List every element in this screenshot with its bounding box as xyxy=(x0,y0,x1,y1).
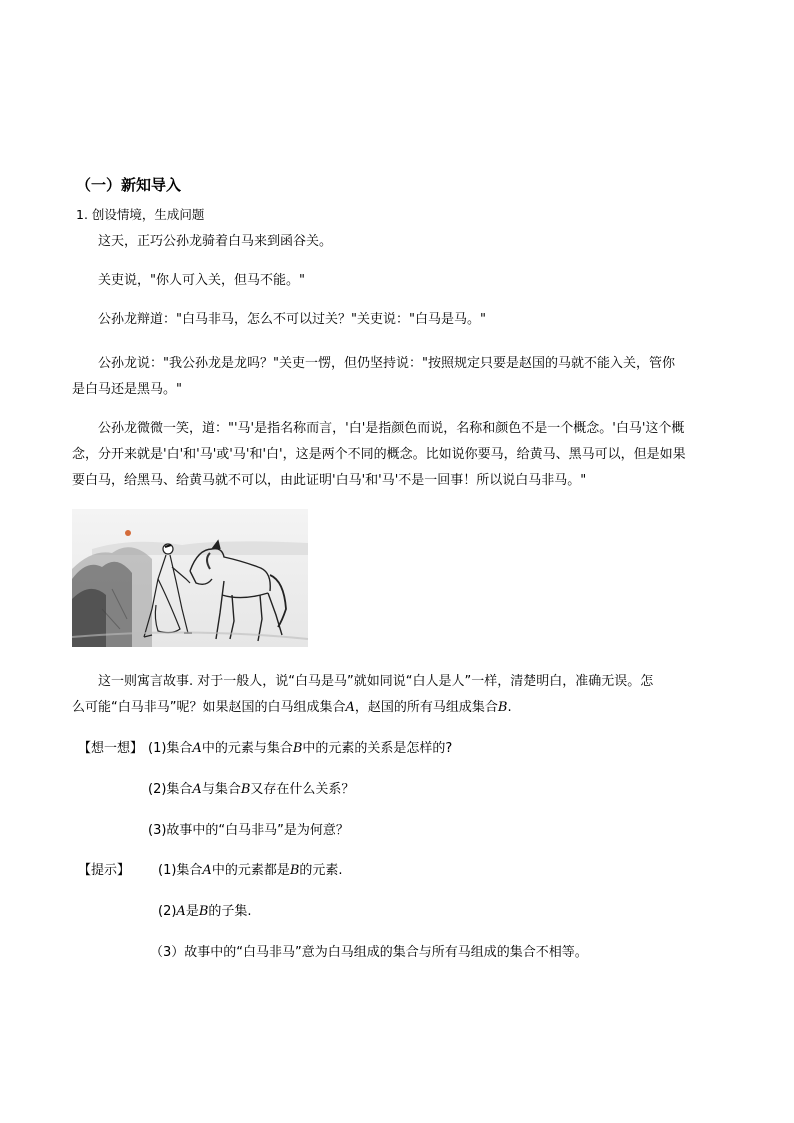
subheading: 1. 创设情境，生成问题 xyxy=(76,207,205,222)
sun-icon xyxy=(125,530,131,536)
question-text: 又存在什么关系？ xyxy=(250,782,355,797)
answer-text: 是 xyxy=(185,904,199,919)
question-text: 中的元素的关系是怎样的? xyxy=(302,741,453,756)
story-paragraph-1: 这天，正巧公孙龙骑着白马来到函谷关。 xyxy=(98,234,333,249)
question-text: (1)集合 xyxy=(148,741,193,756)
story-paragraph-5-line-3: 要白马，给黑马、给黄马就不可以，由此证明'白马'和'马'不是一回事！所以说白马非马。" xyxy=(72,473,587,488)
hint-answer-1 xyxy=(158,859,343,878)
think-label: 【想一想】 xyxy=(78,741,144,756)
story-paragraph-4-line-2: 是白马还是黑马。" xyxy=(72,382,182,397)
variable-a: A xyxy=(192,741,202,756)
story-paragraph-5-line-2: 念，分开来就是'白'和'马'或'马'和'白'，这是两个不同的概念。比如说你要马，给黄马、黑马可以，但是如果 xyxy=(72,447,686,462)
hint-answer-3: （3）故事中的“白马非马”意为白马组成的集合与所有马组成的集合不相等。 xyxy=(150,945,588,960)
variable-a: A xyxy=(192,782,202,797)
section-heading: （一）新知导入 xyxy=(76,176,182,194)
story-paragraph-4-line-1: 公孙龙说："我公孙龙是龙吗？"关吏一愣，但仍坚持说："按照规定只要是赵国的马就不能入关，管你 xyxy=(98,356,675,371)
story-paragraph-2: 关吏说，"你人可入关，但马不能。" xyxy=(98,273,305,288)
answer-text: (1)集合 xyxy=(158,863,203,878)
story-paragraph-5-line-1: 公孙龙微微一笑，道："'马'是指名称而言，'白'是指颜色而说，名称和颜色不是一个概念。'白马'这个概 xyxy=(98,421,685,436)
variable-a: A xyxy=(176,904,186,919)
variable-b: B xyxy=(289,863,300,878)
variable-a: A xyxy=(202,863,212,878)
think-question-2 xyxy=(148,778,354,797)
question-text: (2)集合 xyxy=(148,782,193,797)
variable-b: B xyxy=(497,700,508,715)
question-text: 中的元素与集合 xyxy=(201,741,293,756)
ink-painting-illustration xyxy=(72,509,308,647)
variable-b: B xyxy=(240,782,251,797)
analysis-text: 么可能“白马非马”呢？如果赵国的白马组成集合 xyxy=(72,700,346,715)
answer-text: 中的元素都是 xyxy=(211,863,290,878)
question-text: 与集合 xyxy=(201,782,241,797)
variable-b: B xyxy=(198,904,209,919)
think-question-1 xyxy=(148,737,452,756)
analysis-text: ，赵国的所有马组成集合 xyxy=(354,700,498,715)
answer-text: (2) xyxy=(158,904,177,919)
answer-text: 的子集. xyxy=(208,904,252,919)
story-paragraph-3: 公孙龙辩道："白马非马，怎么不可以过关？"关吏说："白马是马。" xyxy=(98,312,486,327)
analysis-text: . xyxy=(507,700,512,715)
hint-answer-2 xyxy=(158,900,252,919)
variable-b: B xyxy=(292,741,303,756)
answer-text: 的元素. xyxy=(299,863,343,878)
hint-label: 【提示】 xyxy=(78,863,131,878)
analysis-line-2 xyxy=(72,696,512,715)
variable-a: A xyxy=(345,700,355,715)
think-question-3: (3)故事中的“白马非马”是为何意？ xyxy=(148,823,349,838)
analysis-line-1: 这一则寓言故事. 对于一般人，说“白马是马”就如同说“白人是人”一样，清楚明白，准确无误。怎 xyxy=(98,674,654,689)
